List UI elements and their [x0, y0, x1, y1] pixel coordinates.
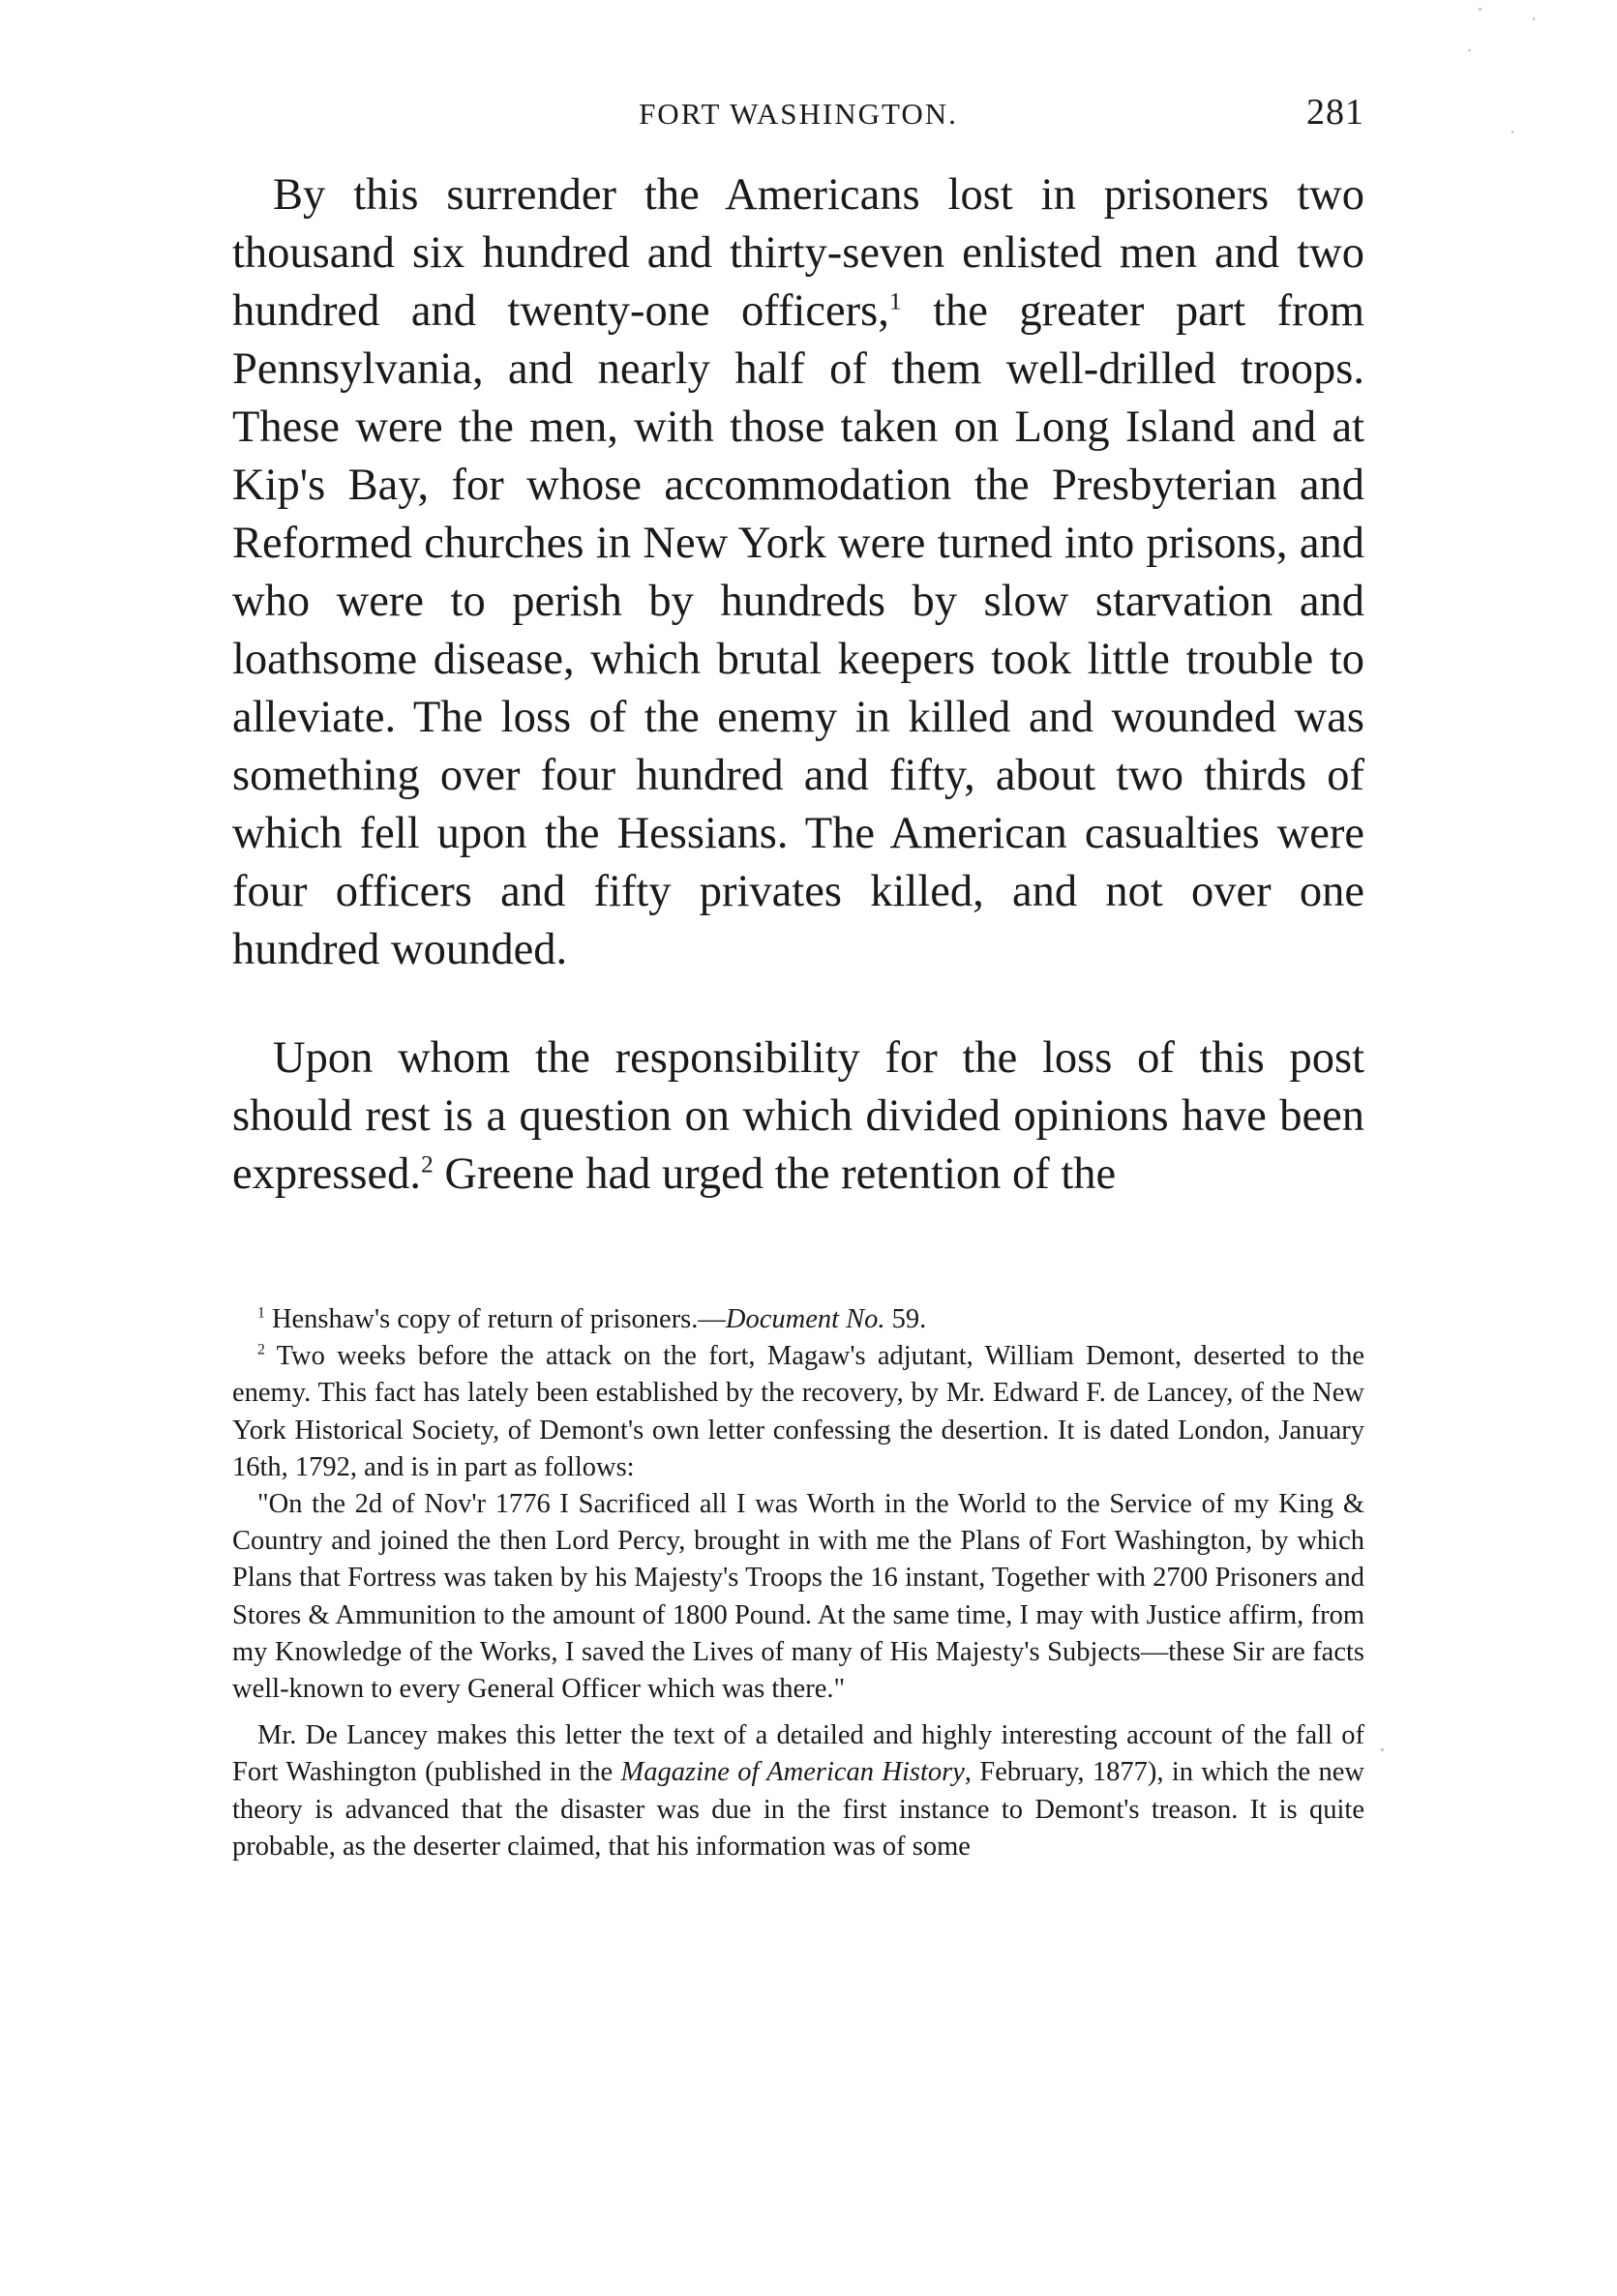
- running-head: [232, 91, 1364, 139]
- footnote-1: [232, 1301, 1364, 1338]
- paragraph-text: By this surrender the Americans lost in prisoners two thousand six hundred and thirty-seven enlisted men and two hundred and twenty-one officers,: [232, 170, 1364, 336]
- footnote-italic: Document No.: [725, 1304, 885, 1334]
- footnote-text-end: , February, 1877), in which the new theory is advanced that the disaster was due in the first instance to Demont's treason. It is quite probable, as the deserter claimed, that his information was of some: [232, 1757, 1364, 1862]
- paper-speck: [1533, 17, 1535, 20]
- footnotes: [232, 1301, 1364, 1865]
- footnote-marker: 2: [257, 1341, 265, 1358]
- running-title: FORT WASHINGTON.: [639, 97, 958, 131]
- footnote-2-quote: "On the 2d of Nov'r 1776 I Sacrificed all I was Worth in the World to the Service of my King & Country and joined the then Lord Percy, brought in with me the Plans of Fort Washington, by which Plans that Fortress was taken by his Majesty's Troops the 16 instant, Together with 2700 Prisoners and Stores & Ammunition to the amount of 1800 Pound. At the same time, I may with Justice affirm, from my Knowledge of the Works, I saved the Lives of many of His Majesty's Subjects—these Sir are facts well-known to every General Officer which was there.": [232, 1489, 1364, 1705]
- body-text: [232, 166, 1364, 1204]
- paragraph-surrender: [232, 166, 1364, 979]
- footnote-marker: 1: [257, 1304, 265, 1322]
- footnote-text: Two weeks before the attack on the fort, Magaw's adjutant, William Demont, deserted to the enemy. This fact has lately been established by the recovery, by Mr. Edward F. de Lancey, of the New York Historical Society, of Demont's own letter confessing the desertion. It is dated London, January 16th, 1792, and is in part as follows:: [232, 1341, 1364, 1482]
- footnote-text: Henshaw's copy of return of prisoners.—: [271, 1304, 726, 1334]
- footnote-ref-2: 2: [420, 1149, 434, 1178]
- paper-speck: [1381, 1748, 1384, 1751]
- footnote-text-end: 59.: [884, 1304, 927, 1334]
- footnote-2-continuation: [232, 1717, 1364, 1865]
- page-number: 281: [1306, 92, 1364, 133]
- paper-speck: [1468, 49, 1471, 51]
- footnote-ref-1: 1: [888, 286, 902, 315]
- paragraph-text-continued: Greene had urged the retention of the: [433, 1149, 1117, 1199]
- paragraph-text-continued: the greater part from Pennsylvania, and nearly half of them well-drilled troops. These were the men, with those taken on Long Island and at Kip's Bay, for whose accommodation the Presbyterian and Reformed churches in New York were turned into prisons, and who were to perish by hundreds by slow starvation and loathsome disease, which brutal keepers took little trouble to alleviate. The loss of the enemy in killed and wounded was something over four hundred and fifty, about two thirds of which fell upon the Hessians. The American casualties were four officers and fifty privates killed, and not over one hundred wounded.: [232, 286, 1364, 974]
- footnote-italic-title: Magazine of American History: [620, 1757, 965, 1788]
- paragraph-responsibility: [232, 1029, 1364, 1204]
- paper-speck: [1512, 131, 1513, 134]
- paper-speck: [1479, 8, 1482, 11]
- paragraph-text: Upon whom the responsibility for the loss of this post should rest is a question on which divided opinions have been expressed.: [232, 1033, 1364, 1199]
- footnote-text: Mr. De Lancey makes this letter the text of a detailed and highly interesting account of the fall of Fort Washington (published in the: [232, 1720, 1364, 1788]
- footnote-2: [232, 1338, 1364, 1486]
